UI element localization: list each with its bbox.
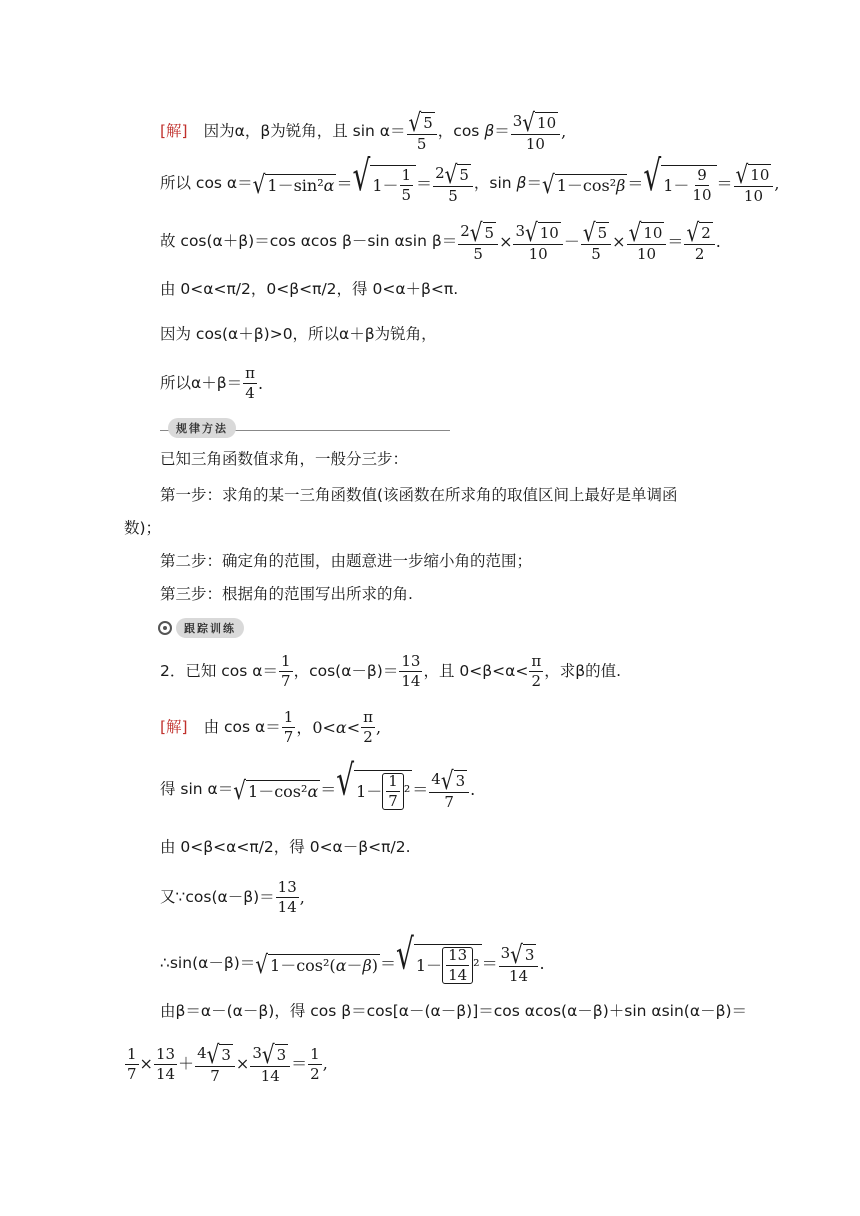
solution1-line2-prefix: 所以 cos α＝ <box>160 174 253 193</box>
method-step2: 第二步：确定角的范围，由题意进一步缩小角的范围； <box>160 552 533 570</box>
training-problem-prefix: 2．已知 cos α＝ <box>160 661 279 680</box>
method-step3: 第三步：根据角的范围写出所求的角. <box>160 585 413 603</box>
solution1-line1: [解] 因为α，β为锐角，且 sin α＝ √ 5 5 ，cos β＝ 3 √ 10 10 , <box>160 107 567 153</box>
solution-tag: [解] <box>160 122 188 141</box>
solution1-line3: 故 cos(α＋β)＝cos αcos β－sin αsin β＝ 2 √ 5 5 × 3 √ 10 10 － √ 5 5 × √ 10 10 ＝ √ 2 2 . <box>160 217 721 263</box>
method-header-label: 规律方法 <box>168 418 236 438</box>
solution1-line6: 所以α＋β＝ π 4 . <box>160 364 264 402</box>
solution1-line6-prefix: 所以α＋β＝ <box>160 373 243 392</box>
solution2-line1: [解] 由 cos α＝ 1 7 ，0<α< π 2 , <box>160 708 382 746</box>
training-problem-mid2: ，且 0<β<α< <box>423 661 529 680</box>
method-step1b: 数)； <box>124 519 162 537</box>
solution2-line7: $\frac{1}{7}$ × $\frac{13}{14}$ ＋ 4 √ 3 7 × 3 √ 3 14 ＝ 1 2 , <box>127 1039 328 1085</box>
method-header <box>168 418 236 438</box>
training-header <box>158 618 244 638</box>
solution2-line5: ∴sin(α－β)＝ √ 1－cos²( α － β ) ＝ √ 1－ 13 14 ² ＝ 3 √ 3 14 . <box>160 929 545 985</box>
solution2-line4: 又∵cos(α－β)＝ 13 14 , <box>160 878 305 916</box>
solution1-line3-prefix: 故 cos(α＋β)＝cos αcos β－sin αsin β＝ <box>160 232 458 251</box>
training-problem: 2．已知 cos α＝ 1 7 ，cos(α－β)＝ 13 14 ，且 0<β<α< π 2 ，求β的值. <box>160 652 622 690</box>
solution2-line6: 由β＝α－(α－β)，得 cos β＝cos[α－(α－β)]＝cos αcos(α－β)＋sin αsin(α－β)＝ <box>160 1002 748 1020</box>
method-intro: 已知三角函数值求角，一般分三步： <box>160 450 409 468</box>
solution2-line2-prefix: 得 sin α＝ <box>160 780 234 799</box>
solution1-line1-text: 因为α，β为锐角，且 sin α＝ <box>203 122 406 141</box>
method-step1a: 第一步：求角的某一三角函数值(该函数在所求角的取值区间上最好是单调函 <box>160 486 678 504</box>
solution2-line2: 得 sin α＝ √ 1－cos² α ＝ √ 1－ 1 7 ² ＝ 4 √ 3 7 . <box>160 755 476 811</box>
solution1-line5: 因为 cos(α＋β)>0，所以α＋β为锐角， <box>160 325 437 343</box>
solution1-line4: 由 0<α<π/2，0<β<π/2，得 0<α＋β<π. <box>160 280 459 298</box>
training-header-label: 跟踪训练 <box>176 618 244 638</box>
solution2-line4-prefix: 又∵cos(α－β)＝ <box>160 887 275 906</box>
training-problem-mid: ，cos(α－β)＝ <box>293 661 399 680</box>
solution2-line3: 由 0<β<α<π/2，得 0<α－β<π/2. <box>160 838 411 856</box>
training-problem-suffix: ，求β的值. <box>544 661 622 680</box>
solution1-line2: 所以 cos α＝ √ 1－sin² α ＝ √ 1－ 1 5 ＝ 2 √ 5 5 ，sin β＝ √ 1－cos² β ＝ √ 1－ 9 10 ＝ √ 10 10 , <box>160 151 780 205</box>
target-icon <box>158 621 172 635</box>
solution2-line5-prefix: ∴sin(α－β)＝ <box>160 954 256 973</box>
solution2-line1-prefix: 由 cos α＝ <box>203 717 281 736</box>
solution-tag: [解] <box>160 717 188 736</box>
